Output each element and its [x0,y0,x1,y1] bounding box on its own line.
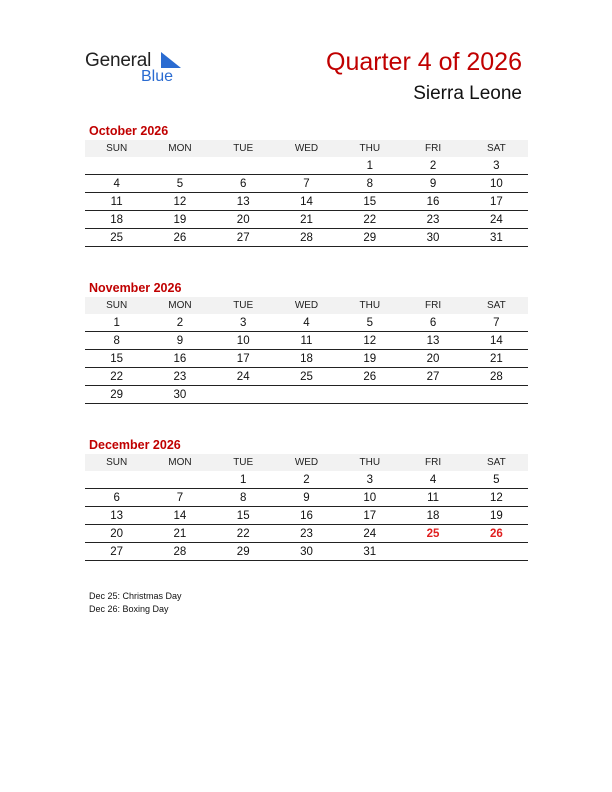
day-cell [338,386,401,404]
weekday-header: SAT [465,454,528,471]
day-cell [148,157,211,175]
day-cell: 21 [465,350,528,368]
weekday-header: TUE [212,454,275,471]
week-row [85,157,528,175]
logo-triangle-icon [161,52,181,68]
day-cell: 14 [465,332,528,350]
day-cell [212,157,275,175]
day-cell [465,386,528,404]
day-cell [85,157,148,175]
day-cell: 28 [148,543,211,561]
day-cell: 21 [148,525,211,543]
weekday-header: MON [148,454,211,471]
day-cell: 31 [338,543,401,561]
day-cell: 11 [401,489,464,507]
day-cell: 24 [465,211,528,229]
week-row [85,525,528,543]
logo-word-general: General [85,50,152,71]
day-cell: 21 [275,211,338,229]
week-row [85,193,528,211]
weekday-header: SAT [465,140,528,157]
week-row [85,471,528,489]
week-row [85,332,528,350]
day-cell: 6 [212,175,275,193]
day-cell: 9 [275,489,338,507]
day-cell: 12 [148,193,211,211]
day-cell: 16 [275,507,338,525]
month-grid [85,454,528,561]
weekday-header: MON [148,297,211,314]
day-cell: 25 [85,229,148,247]
day-cell: 18 [85,211,148,229]
day-cell: 20 [212,211,275,229]
day-cell: 4 [275,314,338,332]
week-row [85,211,528,229]
week-row [85,507,528,525]
week-row [85,175,528,193]
day-cell: 15 [338,193,401,211]
day-cell: 29 [85,386,148,404]
day-cell [85,471,148,489]
day-cell: 5 [338,314,401,332]
month-title: November 2026 [89,281,182,295]
weekday-header: TUE [212,297,275,314]
weekday-header: SUN [85,454,148,471]
weekday-header: WED [275,297,338,314]
day-cell: 26 [465,525,528,543]
day-cell [401,386,464,404]
day-cell: 31 [465,229,528,247]
day-cell: 10 [338,489,401,507]
day-cell: 4 [401,471,464,489]
day-cell: 22 [338,211,401,229]
week-row [85,229,528,247]
day-cell: 8 [338,175,401,193]
week-row [85,368,528,386]
day-cell: 19 [148,211,211,229]
day-cell: 22 [85,368,148,386]
day-cell: 6 [85,489,148,507]
day-cell: 7 [148,489,211,507]
week-row [85,314,528,332]
day-cell: 29 [338,229,401,247]
day-cell: 1 [85,314,148,332]
day-cell: 7 [465,314,528,332]
day-cell: 11 [85,193,148,211]
day-cell: 4 [85,175,148,193]
day-cell: 10 [465,175,528,193]
day-cell: 6 [401,314,464,332]
day-cell: 10 [212,332,275,350]
day-cell [465,543,528,561]
month-title: December 2026 [89,438,181,452]
day-cell: 22 [212,525,275,543]
day-cell: 23 [401,211,464,229]
holiday-notes [89,590,182,616]
day-cell: 2 [401,157,464,175]
day-cell: 20 [401,350,464,368]
holiday-note: Dec 25: Christmas Day [89,591,182,601]
week-row [85,350,528,368]
weekday-header-row [85,454,528,471]
day-cell: 15 [212,507,275,525]
day-cell: 19 [338,350,401,368]
day-cell [212,386,275,404]
weekday-header: THU [338,140,401,157]
day-cell: 17 [465,193,528,211]
day-cell: 28 [275,229,338,247]
day-cell: 25 [275,368,338,386]
month-calendar [85,123,528,247]
week-row [85,386,528,404]
day-cell: 7 [275,175,338,193]
day-cell: 28 [465,368,528,386]
day-cell: 3 [212,314,275,332]
weekday-header: FRI [401,454,464,471]
weekday-header-row [85,140,528,157]
day-cell: 23 [148,368,211,386]
weekday-header: SUN [85,297,148,314]
day-cell [148,471,211,489]
day-cell: 8 [85,332,148,350]
day-cell: 27 [401,368,464,386]
weekday-header: WED [275,454,338,471]
day-cell: 15 [85,350,148,368]
page-title: Quarter 4 of 2026 [326,48,522,76]
day-cell: 25 [401,525,464,543]
week-row [85,489,528,507]
weekday-header: SUN [85,140,148,157]
day-cell: 13 [85,507,148,525]
day-cell [275,157,338,175]
day-cell: 16 [148,350,211,368]
day-cell: 11 [275,332,338,350]
month-calendar [85,280,528,404]
day-cell: 18 [275,350,338,368]
day-cell: 8 [212,489,275,507]
day-cell: 17 [212,350,275,368]
country-name: Sierra Leone [413,83,522,104]
weekday-header: SAT [465,297,528,314]
day-cell: 26 [148,229,211,247]
day-cell [401,543,464,561]
weekday-header: MON [148,140,211,157]
day-cell: 14 [148,507,211,525]
day-cell: 26 [338,368,401,386]
day-cell: 13 [401,332,464,350]
weekday-header: THU [338,297,401,314]
weekday-header: WED [275,140,338,157]
weekday-header: FRI [401,297,464,314]
month-title: October 2026 [89,124,169,138]
month-grid [85,297,528,404]
day-cell: 23 [275,525,338,543]
day-cell [275,386,338,404]
day-cell: 27 [212,229,275,247]
day-cell: 2 [275,471,338,489]
day-cell: 5 [148,175,211,193]
holiday-note: Dec 26: Boxing Day [89,604,169,614]
day-cell: 9 [401,175,464,193]
month-grid [85,140,528,247]
day-cell: 20 [85,525,148,543]
weekday-header: THU [338,454,401,471]
day-cell: 30 [148,386,211,404]
day-cell: 1 [212,471,275,489]
weekday-header-row [85,297,528,314]
logo-word-blue: Blue [141,68,174,85]
weekday-header: TUE [212,140,275,157]
day-cell: 24 [338,525,401,543]
day-cell: 24 [212,368,275,386]
day-cell: 12 [338,332,401,350]
day-cell: 2 [148,314,211,332]
day-cell: 3 [338,471,401,489]
day-cell: 30 [275,543,338,561]
day-cell: 1 [338,157,401,175]
day-cell: 3 [465,157,528,175]
day-cell: 19 [465,507,528,525]
day-cell: 29 [212,543,275,561]
day-cell: 16 [401,193,464,211]
day-cell: 27 [85,543,148,561]
day-cell: 12 [465,489,528,507]
day-cell: 17 [338,507,401,525]
week-row [85,543,528,561]
day-cell: 9 [148,332,211,350]
day-cell: 30 [401,229,464,247]
day-cell: 18 [401,507,464,525]
day-cell: 13 [212,193,275,211]
month-calendar [85,437,528,561]
generalblue-logo [85,50,195,90]
weekday-header: FRI [401,140,464,157]
day-cell: 14 [275,193,338,211]
day-cell: 5 [465,471,528,489]
